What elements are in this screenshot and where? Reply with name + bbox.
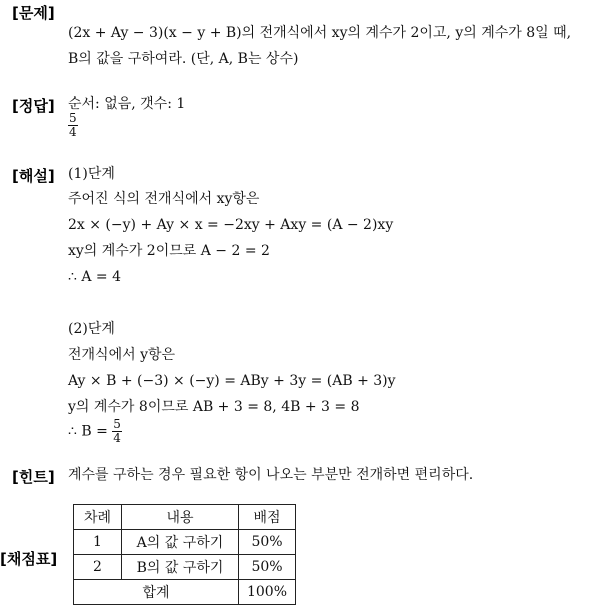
answer-line-1: 순서: 없음, 갯수: 1 [68, 96, 186, 112]
table-total-row [74, 580, 296, 605]
table-row [74, 555, 296, 580]
hint-text: 계수를 구하는 경우 필요한 항이 나오는 부분만 전개하면 편리하다. [68, 467, 474, 483]
row-content: A의 값 구하기 [122, 530, 239, 555]
fraction-numerator: 5 [69, 111, 77, 125]
table-header-row [74, 505, 296, 530]
row-order: 1 [74, 530, 122, 555]
row-score: 50% [239, 555, 296, 580]
therefore-b-prefix: ∴ B = [68, 423, 108, 440]
solution-step-1: (1)단계 [68, 166, 115, 182]
answer-label: [정답] [12, 97, 55, 115]
solution-step2-line-1: 전개식에서 y항은 [68, 347, 176, 363]
header-content: 내용 [122, 505, 239, 530]
answer-fraction [68, 112, 78, 139]
rubric-table [73, 504, 296, 605]
problem-line-1: (2x + Ay − 3)(x − y + B)의 전개식에서 xy의 계수가 2이고, y의 계수가 8일 때, [68, 25, 572, 41]
fraction [68, 112, 78, 139]
solution-step2-line-3: y의 계수가 8이므로 AB + 3 = 8, 4B + 3 = 8 [68, 399, 360, 415]
header-order: 차례 [74, 505, 122, 530]
solution-step1-line-3: xy의 계수가 2이므로 A − 2 = 2 [68, 243, 270, 259]
row-order: 2 [74, 555, 122, 580]
total-label: 합계 [74, 580, 239, 605]
fraction [112, 418, 122, 445]
problem-line-2: B의 값을 구하여라. (단, A, B는 상수) [68, 51, 299, 67]
row-content: B의 값 구하기 [122, 555, 239, 580]
fraction-numerator: 5 [113, 417, 121, 431]
fraction-denominator: 4 [113, 431, 121, 445]
total-value: 100% [239, 580, 296, 605]
solution-step1-line-2: 2x × (−y) + Ay × x = −2xy + Axy = (A − 2)xy [68, 217, 394, 233]
problem-label: [문제] [12, 4, 55, 22]
row-score: 50% [239, 530, 296, 555]
solution-label: [해설] [12, 167, 55, 185]
solution-step1-line-1: 주어진 식의 전개식에서 xy항은 [68, 191, 260, 207]
solution-step-2: (2)단계 [68, 321, 115, 337]
table-row [74, 530, 296, 555]
rubric-label: [채점표] [0, 550, 58, 568]
solution-step2-line-2: Ay × B + (−3) × (−y) = ABy + 3y = (AB + 3)y [68, 373, 396, 389]
header-score: 배점 [239, 505, 296, 530]
hint-label: [힌트] [12, 468, 55, 486]
solution-step1-line-4: ∴ A = 4 [68, 269, 122, 285]
fraction-denominator: 4 [69, 125, 77, 139]
solution-step2-line-4 [68, 418, 122, 445]
